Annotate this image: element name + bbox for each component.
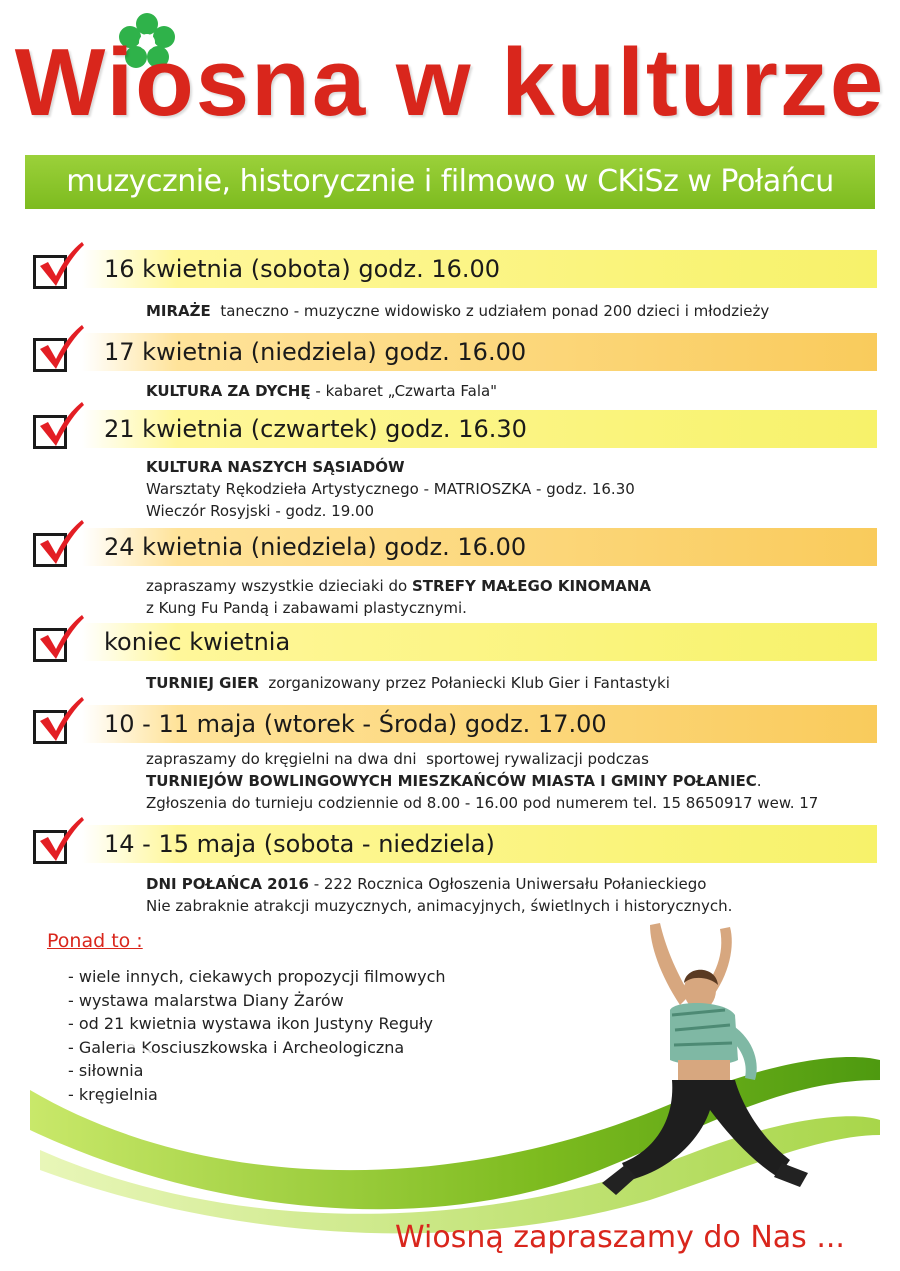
list-item: - od 21 kwietnia wystawa ikon Justyny Reguły: [68, 1014, 434, 1033]
description-bold: STREFY MAŁEGO KINOMANA: [411, 577, 652, 595]
event-date: 17 kwietnia (niedziela) godz. 16.00: [82, 333, 877, 371]
description-text: zapraszamy wszystkie dzieciaki do: [146, 577, 412, 595]
description-bold: KULTURA NASZYCH SĄSIADÓW: [146, 458, 405, 476]
list-item: - wystawa malarstwa Diany Żarów: [68, 990, 344, 1010]
description-bold: KULTURA ZA DYCHĘ: [146, 382, 311, 400]
event-date: 14 - 15 maja (sobota - niedziela): [82, 825, 877, 863]
description-line: [146, 575, 651, 597]
list-item: - kręgielnia: [68, 1084, 158, 1104]
event-description: [146, 456, 635, 522]
event-description: [146, 748, 818, 814]
checkmark-icon: [36, 323, 86, 373]
event-date: 24 kwietnia (niedziela) godz. 16.00: [82, 528, 877, 566]
description-line: [146, 748, 818, 770]
event-date: 21 kwietnia (czwartek) godz. 16.30: [82, 410, 877, 448]
event-date: 10 - 11 maja (wtorek - Środa) godz. 17.00: [82, 705, 877, 743]
description-line: [146, 873, 732, 895]
description-line: [146, 500, 635, 522]
event-date: koniec kwietnia: [82, 623, 877, 661]
checkmark-icon: [36, 613, 86, 663]
description-bold: TURNIEJÓW BOWLINGOWYCH MIESZKAŃCÓW MIASTA I GMINY POŁANIEC: [146, 772, 757, 790]
checkmark-icon: [36, 815, 86, 865]
list-item: - wiele innych, ciekawych propozycji filmowych: [68, 967, 446, 986]
description-line: [146, 300, 769, 322]
description-line: [146, 597, 651, 619]
subtitle-bar: muzycznie, historycznie i filmowo w CKiSz w Połańcu: [25, 155, 875, 209]
event-date: 16 kwietnia (sobota) godz. 16.00: [82, 250, 877, 288]
description-text: Nie zabraknie atrakcji muzycznych, animacyjnych, świetlnych i historycznych.: [146, 897, 733, 915]
description-line: [146, 770, 818, 792]
event-description: [146, 672, 670, 694]
description-text: - kabaret „Czwarta Fala": [310, 382, 498, 400]
event-description: [146, 873, 732, 917]
description-text: zorganizowany przez Połaniecki Klub Gier i Fantastyki: [258, 674, 670, 692]
description-line: [146, 380, 497, 402]
description-text: zapraszamy do kręgielni na dwa dni sportowej rywalizacji podczas: [146, 750, 649, 768]
description-line: [146, 895, 732, 917]
page-title: Wiosna w kulturze: [14, 29, 886, 136]
checkmark-icon: [36, 518, 86, 568]
list-item: - Galeria Kosciuszkowska i Archeologiczna: [68, 1037, 405, 1057]
description-bold: MIRAŻE: [146, 302, 211, 320]
description-bold: TURNIEJ GIER: [146, 674, 259, 692]
event-description: [146, 300, 769, 322]
description-text: - 222 Rocznica Ogłoszenia Uniwersału Połanieckiego: [308, 875, 707, 893]
footer-slogan: Wiosną zapraszamy do Nas ...: [395, 1220, 845, 1255]
extras-heading: Ponad to :: [47, 930, 143, 952]
checkmark-icon: [36, 695, 86, 745]
checkmark-icon: [36, 400, 86, 450]
description-line: [146, 478, 635, 500]
list-item: - siłownia: [68, 1061, 144, 1080]
dancer-image: [560, 915, 820, 1215]
description-text: Zgłoszenia do turnieju codziennie od 8.00 - 16.00 pod numerem tel. 15 8650917 wew. 17: [146, 794, 819, 812]
description-line: [146, 672, 670, 694]
description-line: [146, 456, 635, 478]
description-text: Wieczór Rosyjski - godz. 19.00: [146, 502, 375, 520]
event-description: [146, 380, 497, 402]
description-line: [146, 792, 818, 814]
description-text: taneczno - muzyczne widowisko z udziałem ponad 200 dzieci i młodzieży: [210, 302, 770, 320]
description-text: .: [756, 772, 762, 790]
description-bold: DNI POŁAŃCA 2016: [146, 875, 309, 893]
checkmark-icon: [36, 240, 86, 290]
description-text: z Kung Fu Pandą i zabawami plastycznymi.: [146, 599, 467, 617]
description-text: Warsztaty Rękodzieła Artystycznego - MATRIOSZKA - godz. 16.30: [146, 480, 635, 498]
event-description: [146, 575, 651, 619]
